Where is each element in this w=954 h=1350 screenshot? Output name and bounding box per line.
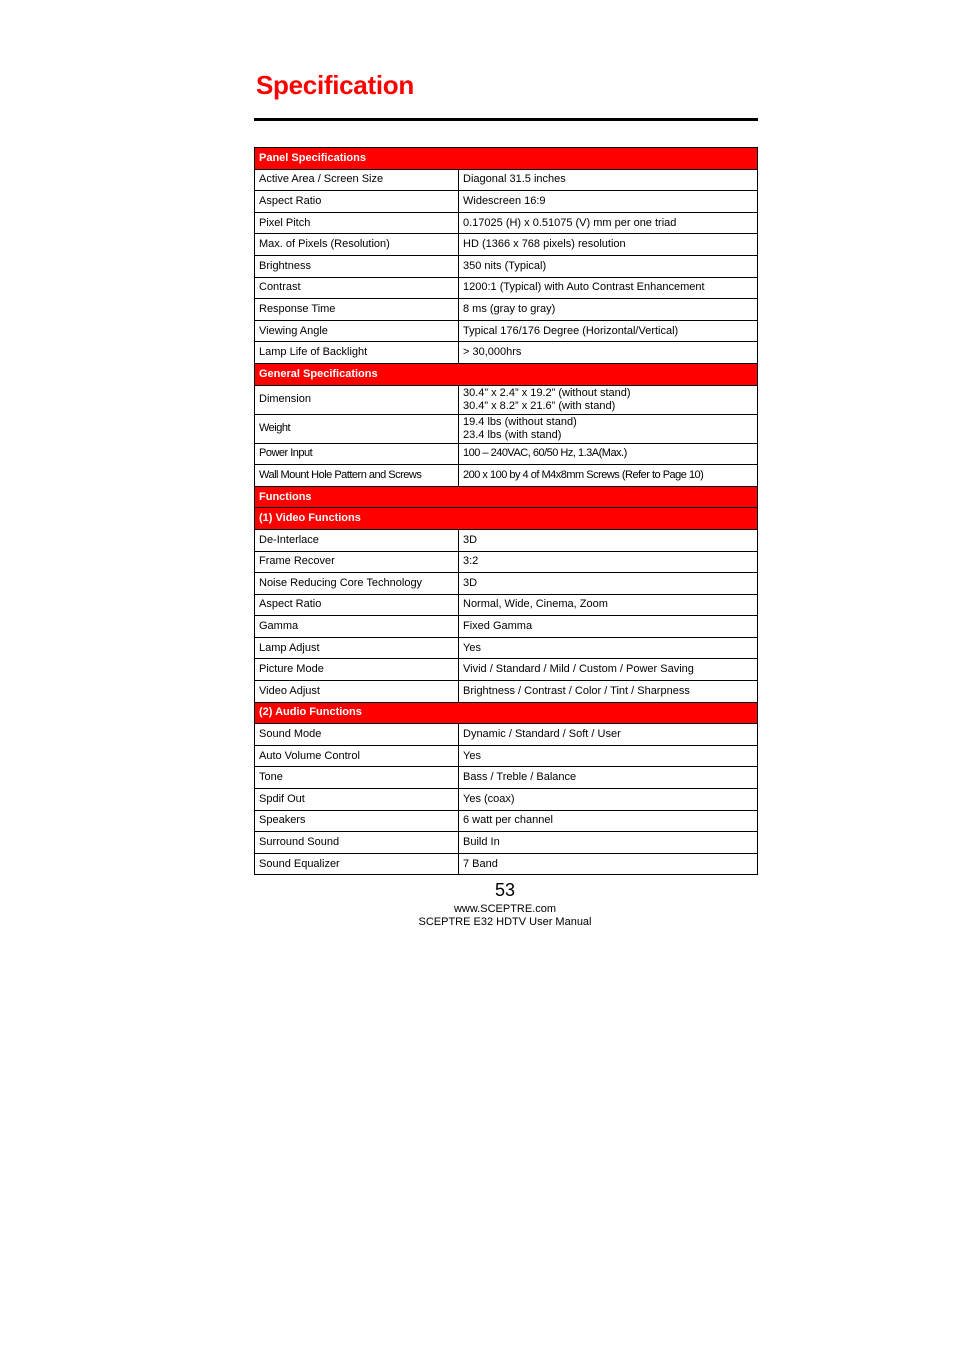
- section-header-functions: [255, 486, 758, 508]
- spec-label: Power Input: [255, 443, 459, 465]
- table-row: [255, 529, 758, 551]
- spec-label: Lamp Adjust: [255, 637, 459, 659]
- table-row: [255, 465, 758, 487]
- table-row: [255, 299, 758, 321]
- section-header-panel: [255, 148, 758, 170]
- spec-value: Bass / Treble / Balance: [459, 767, 758, 789]
- title-divider: [254, 118, 758, 121]
- table-row: [255, 853, 758, 875]
- table-row: [255, 212, 758, 234]
- spec-label: Surround Sound: [255, 832, 459, 854]
- table-row: [255, 767, 758, 789]
- spec-value: Build In: [459, 832, 758, 854]
- table-row: [255, 320, 758, 342]
- spec-label: Response Time: [255, 299, 459, 321]
- spec-label: Speakers: [255, 810, 459, 832]
- video-rows: [255, 529, 758, 702]
- section-header-video: [255, 508, 758, 530]
- table-row: [255, 342, 758, 364]
- spec-label: Picture Mode: [255, 659, 459, 681]
- spec-value: 7 Band: [459, 853, 758, 875]
- spec-value: 350 nits (Typical): [459, 255, 758, 277]
- spec-value-line: 30.4” x 8.2” x 21.6” (with stand): [463, 399, 616, 412]
- spec-label: Noise Reducing Core Technology: [255, 573, 459, 595]
- section-header-audio: [255, 702, 758, 724]
- table-row: [255, 573, 758, 595]
- spec-label: Gamma: [255, 616, 459, 638]
- spec-value: 3D: [459, 529, 758, 551]
- spec-value: 1200:1 (Typical) with Auto Contrast Enhancement: [459, 277, 758, 299]
- table-row: [255, 724, 758, 746]
- spec-value: 200 x 100 by 4 of M4x8mm Screws (Refer to Page 10): [459, 465, 758, 487]
- table-row: [255, 277, 758, 299]
- section-header-label: (2) Audio Functions: [255, 702, 758, 724]
- table-row: [255, 255, 758, 277]
- table-row: [255, 681, 758, 703]
- spec-value-line: 23.4 lbs (with stand): [463, 428, 562, 441]
- table-row: [255, 551, 758, 573]
- table-row: [255, 414, 758, 443]
- spec-label: Aspect Ratio: [255, 191, 459, 213]
- table-row: [255, 385, 758, 414]
- spec-value: Dynamic / Standard / Soft / User: [459, 724, 758, 746]
- spec-label: De-Interlace: [255, 529, 459, 551]
- spec-label: Weight: [255, 414, 459, 443]
- spec-label: Auto Volume Control: [255, 745, 459, 767]
- panel-rows: [255, 169, 758, 363]
- specification-table: [254, 147, 758, 875]
- table-row: [255, 191, 758, 213]
- spec-label: Viewing Angle: [255, 320, 459, 342]
- spec-label: Frame Recover: [255, 551, 459, 573]
- spec-value: Widescreen 16:9: [459, 191, 758, 213]
- spec-label: Spdif Out: [255, 789, 459, 811]
- table-row: [255, 637, 758, 659]
- spec-label: Video Adjust: [255, 681, 459, 703]
- table-row: [255, 169, 758, 191]
- audio-rows: [255, 724, 758, 875]
- spec-value: > 30,000hrs: [459, 342, 758, 364]
- spec-label: Tone: [255, 767, 459, 789]
- spec-value-line: 19.4 lbs (without stand): [463, 415, 577, 428]
- spec-value: Yes (coax): [459, 789, 758, 811]
- spec-label: Contrast: [255, 277, 459, 299]
- spec-label: Active Area / Screen Size: [255, 169, 459, 191]
- spec-value: Brightness / Contrast / Color / Tint / Sharpness: [459, 681, 758, 703]
- spec-value: 100 – 240VAC, 60/50 Hz, 1.3A(Max.): [459, 443, 758, 465]
- table-row: [255, 594, 758, 616]
- spec-value: 3D: [459, 573, 758, 595]
- table-row: [255, 443, 758, 465]
- spec-label: Pixel Pitch: [255, 212, 459, 234]
- spec-value-line: 30.4” x 2.4” x 19.2” (without stand): [463, 386, 631, 399]
- spec-value: 6 watt per channel: [459, 810, 758, 832]
- section-header-general: [255, 363, 758, 385]
- spec-value: Fixed Gamma: [459, 616, 758, 638]
- page-number: 53: [494, 880, 516, 900]
- spec-value: [459, 385, 758, 414]
- spec-value: Normal, Wide, Cinema, Zoom: [459, 594, 758, 616]
- page-title: Specification: [256, 70, 414, 100]
- section-header-label: (1) Video Functions: [255, 508, 758, 530]
- table-row: [255, 659, 758, 681]
- spec-value: 3:2: [459, 551, 758, 573]
- spec-value: 8 ms (gray to gray): [459, 299, 758, 321]
- spec-label: Wall Mount Hole Pattern and Screws: [255, 465, 459, 487]
- spec-label: Sound Mode: [255, 724, 459, 746]
- table-row: [255, 789, 758, 811]
- section-header-label: Functions: [255, 486, 758, 508]
- spec-label: Dimension: [255, 385, 459, 414]
- spec-value: Typical 176/176 Degree (Horizontal/Vertical): [459, 320, 758, 342]
- spec-value: Yes: [459, 745, 758, 767]
- spec-label: Brightness: [255, 255, 459, 277]
- spec-label: Lamp Life of Backlight: [255, 342, 459, 364]
- spec-label: Aspect Ratio: [255, 594, 459, 616]
- table-row: [255, 234, 758, 256]
- spec-label: Max. of Pixels (Resolution): [255, 234, 459, 256]
- table-row: [255, 616, 758, 638]
- table-row: [255, 745, 758, 767]
- footer-manual-title: SCEPTRE E32 HDTV User Manual: [418, 916, 592, 928]
- spec-value: Yes: [459, 637, 758, 659]
- footer-website: www.SCEPTRE.com: [453, 903, 557, 915]
- table-row: [255, 810, 758, 832]
- spec-value: HD (1366 x 768 pixels) resolution: [459, 234, 758, 256]
- spec-value: Diagonal 31.5 inches: [459, 169, 758, 191]
- table-row: [255, 832, 758, 854]
- section-header-label: Panel Specifications: [255, 148, 758, 170]
- spec-value: Vivid / Standard / Mild / Custom / Power Saving: [459, 659, 758, 681]
- spec-label: Sound Equalizer: [255, 853, 459, 875]
- spec-value: [459, 414, 758, 443]
- section-header-label: General Specifications: [255, 363, 758, 385]
- spec-value: 0.17025 (H) x 0.51075 (V) mm per one triad: [459, 212, 758, 234]
